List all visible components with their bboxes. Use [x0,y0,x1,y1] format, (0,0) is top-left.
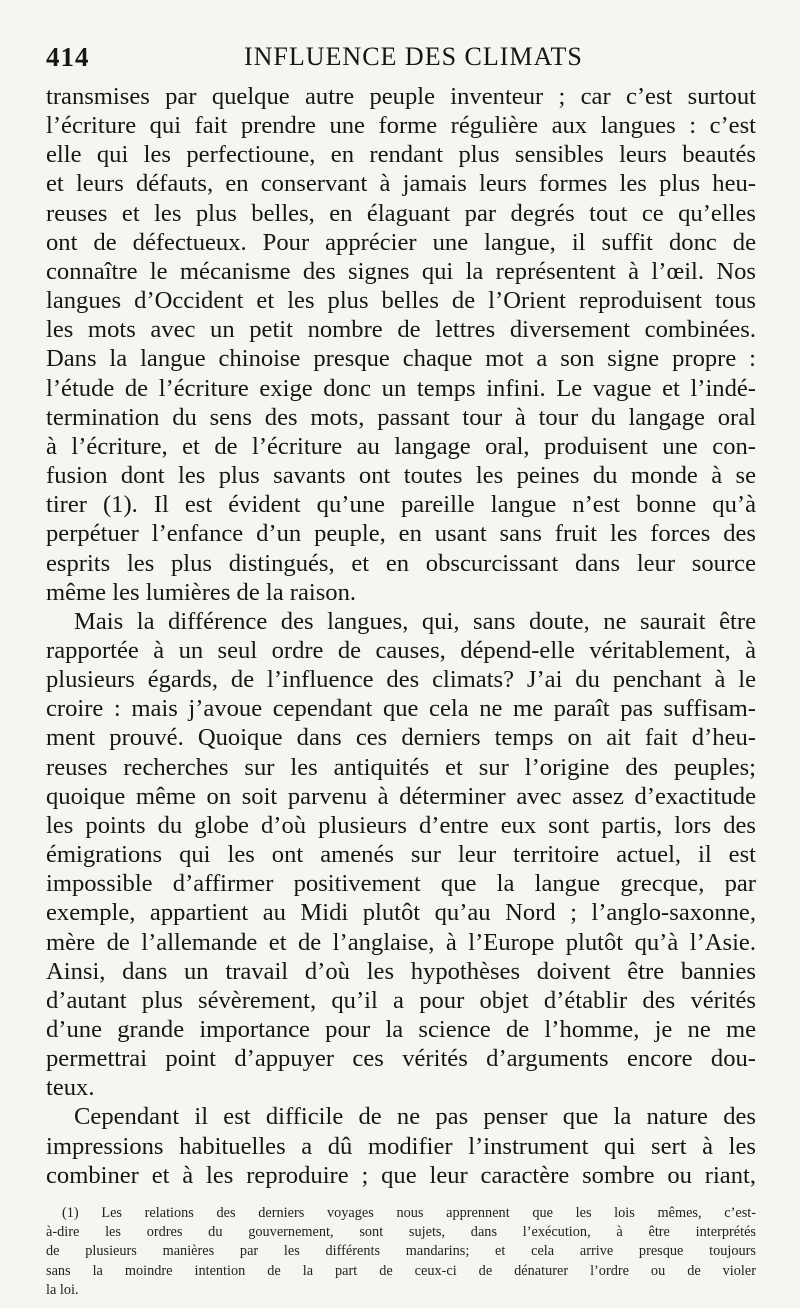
text-line: ment prouvé. Quoique dans ces derniers temps on ait fait d’heu- [46,724,756,752]
text-line: émigrations qui les ont amenés sur leur territoire actuel, il est [46,841,756,869]
main-text [46,82,756,1190]
text-line: connaître le mécanisme des signes qui la représentent à l’œil. Nos [46,257,756,285]
text-line: mère de l’allemande et de l’anglaise, à l’Europe plutôt qu’à l’Asie. [46,928,756,956]
footnote [46,1204,756,1300]
footnote-line: de plusieurs manières par les différents mandarins; et cela arrive presque toujours [46,1243,756,1260]
text-line: langues d’Occident et les plus belles de l’Orient reproduisent tous [46,287,756,315]
text-line: rapportée à un seul ordre de causes, dépend-elle véritablement, à [46,636,756,664]
text-line: perpétuer l’enfance d’un peuple, en usant sans fruit les forces des [46,520,756,548]
text-line: reuses recherches sur les antiquités et sur l’origine des peuples; [46,753,756,781]
page-header [46,40,756,80]
footnote-line: (1) Les relations des derniers voyages nous apprennent que les lois mêmes, c’est- [62,1204,756,1221]
text-line: même les lumières de la raison. [46,578,357,606]
footnote-line: sans la moindre intention de la part de ceux-ci de dénaturer l’ordre ou de violer [46,1262,756,1279]
footnote-line: à-dire les ordres du gouvernement, sont sujets, dans l’exécution, à être interprétés [46,1224,756,1241]
text-line: les mots avec un petit nombre de lettres diversement combinées. [46,316,756,344]
text-line: impossible d’affirmer positivement que la langue grecque, par [46,870,756,898]
text-line: croire : mais j’avoue cependant que cela ne me paraît pas suffisam- [46,695,756,723]
text-line: ont de défectueux. Pour apprécier une langue, il suffit donc de [46,228,756,256]
text-line: à l’écriture, et de l’écriture au langage oral, produisent une con- [46,432,756,460]
text-line: Dans la langue chinoise presque chaque mot a son signe propre : [46,345,756,373]
text-line: Mais la différence des langues, qui, sans doute, ne saurait être [74,607,756,635]
text-line: l’étude de l’écriture exige donc un temps infini. Le vague et l’indé- [46,374,756,402]
text-line: plusieurs égards, de l’influence des climats? J’ai du penchant à le [46,666,756,694]
running-title: INFLUENCE DES CLIMATS [244,42,583,71]
text-line: et leurs défauts, en conservant à jamais leurs formes les plus heu- [46,170,756,198]
text-line: d’une grande importance pour la science de l’homme, je ne me [46,1016,756,1043]
text-line: d’autant plus sévèrement, qu’il a pour objet d’établir des vérités [46,986,756,1014]
text-line: l’écriture qui fait prendre une forme régulière aux langues : c’est [46,112,756,140]
text-line: fusion dont les plus savants ont toutes les peines du monde à se [46,462,756,490]
text-line: Ainsi, dans un travail d’où les hypothèses doivent être bannies [46,957,756,985]
text-line: elle qui les perfectioune, en rendant plus sensibles leurs beautés [46,141,756,169]
text-line: exemple, appartient au Midi plutôt qu’au Nord ; l’anglo-saxonne, [46,899,756,927]
text-line: impressions habituelles a dû modifier l’instrument qui sert à les [46,1132,756,1160]
text-line: esprits les plus distingués, et en obscurcissant dans leur source [46,549,756,577]
text-line: termination du sens des mots, passant tour à tour du langage oral [46,403,756,431]
text-line: les points du globe d’où plusieurs d’entre eux sont partis, lors des [46,811,756,839]
text-line: reuses et les plus belles, en élaguant par degrés tout ce qu’elles [46,199,756,227]
text-line: teux. [46,1074,95,1102]
page-number: 414 [46,42,90,72]
text-line: tirer (1). Il est évident qu’une pareille langue n’est bonne qu’à [46,491,756,519]
text-line: transmises par quelque autre peuple inventeur ; car c’est surtout [46,83,756,110]
footnote-line: la loi. [46,1281,79,1298]
text-line: quoique même on soit parvenu à déterminer avec assez d’exactitude [46,782,756,810]
text-line: permettrai point d’appuyer ces vérités d’arguments encore dou- [46,1045,756,1073]
text-line: Cependant il est difficile de ne pas penser que la nature des [74,1103,756,1131]
text-line: combiner et à les reproduire ; que leur caractère sombre ou riant, [46,1161,756,1189]
